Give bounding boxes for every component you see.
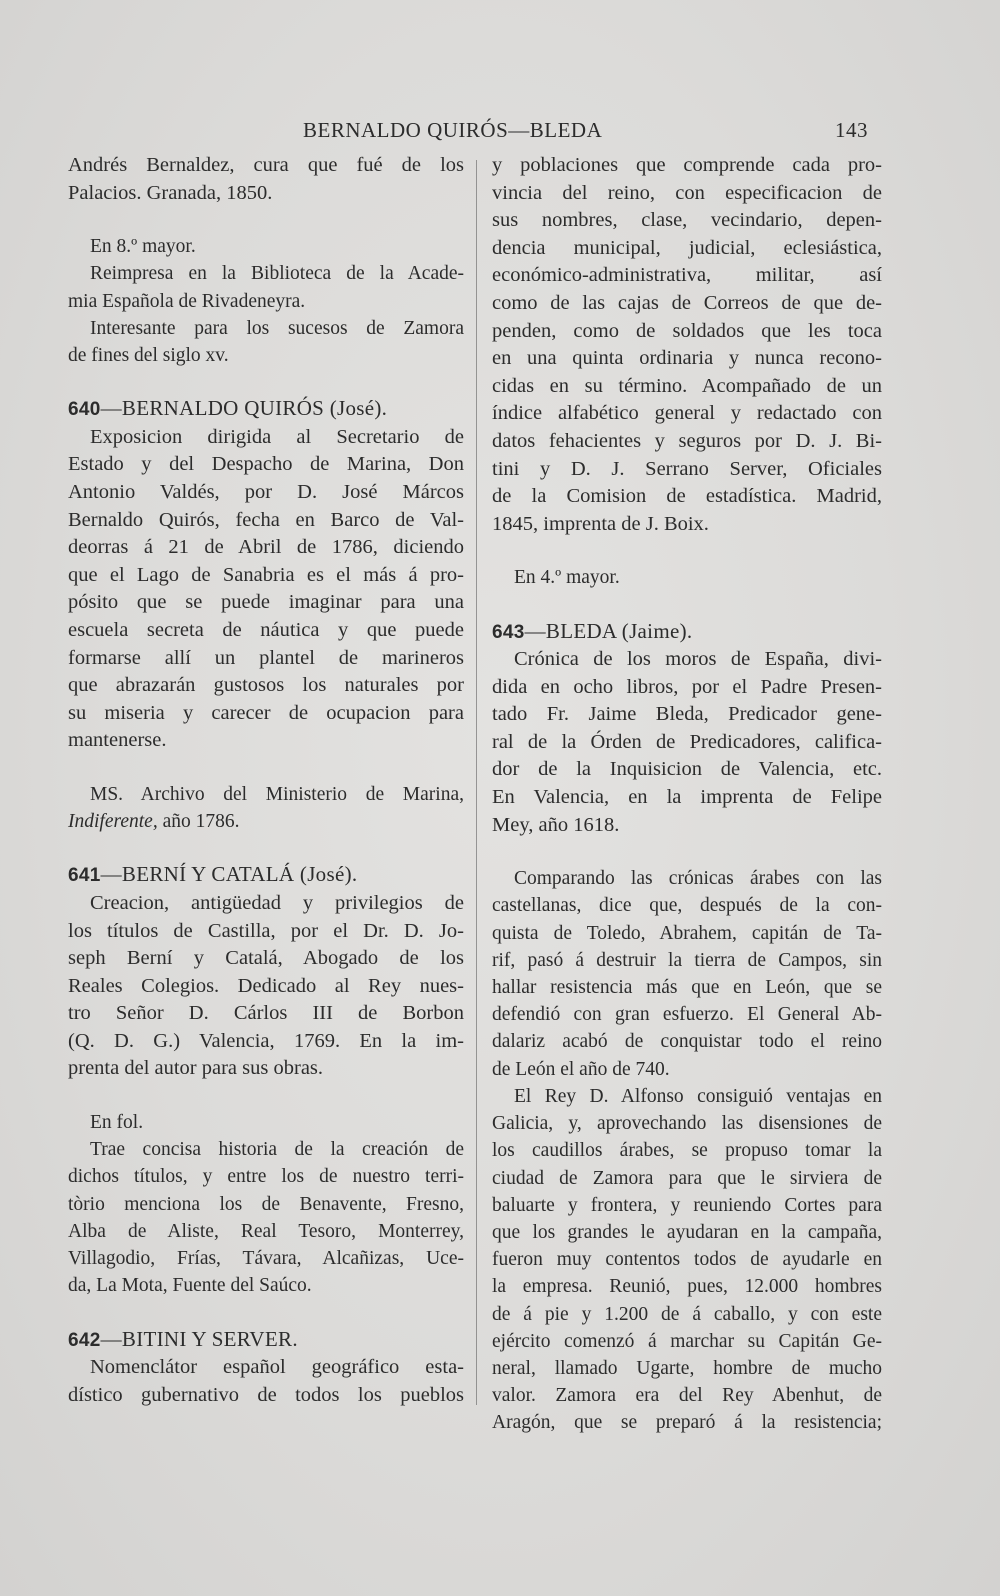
header-title: BERNALDO QUIRÓS—BLEDA <box>303 118 603 142</box>
note-line: En 4.º mayor. <box>514 567 620 589</box>
entry-642-continuation <box>492 152 882 538</box>
note-line: dichos títulos, y entre los de nuestro terri- <box>68 1166 464 1188</box>
text-line: Creacion, antigüedad y privilegios de <box>90 891 464 914</box>
text-line: los títulos de Castilla, por el Dr. D. Jo- <box>68 919 464 942</box>
note-line: Villagodio, Frías, Távara, Alcañizas, Uce- <box>68 1248 464 1270</box>
text-line: dencia municipal, judicial, eclesiástica, <box>492 236 882 259</box>
entry-number: 643 <box>492 621 525 643</box>
note-line: Reimpresa en la Biblioteca de la Acade- <box>90 263 464 285</box>
text-line: económico-administrativa, militar, así <box>492 264 882 287</box>
entry-author: —BERNÍ Y CATALÁ (José). <box>100 862 358 887</box>
note-line: Aragón, que se preparó á la resistencia; <box>492 1412 882 1434</box>
text-line: dístico gubernativo de todos los pueblos <box>68 1383 464 1406</box>
note-line: la empresa. Reunió, pues, 12.000 hombres <box>492 1276 882 1298</box>
column-divider <box>476 160 477 1405</box>
text-line: prenta del autor para sus obras. <box>68 1057 324 1080</box>
note-line: que los grandes le ayudaran en la campaña, <box>492 1221 882 1243</box>
note-line: valor. Zamora era del Rey Abenhut, de <box>492 1385 882 1407</box>
text-line: índice alfabético general y redactado con <box>492 402 882 425</box>
text-line: cidas en su término. Acompañado de un <box>492 374 882 397</box>
entry-heading <box>68 395 464 424</box>
note-line: castellanas, dice que, después de la con- <box>492 895 882 917</box>
text-line: datos fehacientes y seguros por D. J. Bi- <box>492 429 882 452</box>
text-line: en una quinta ordinaria y nunca recono- <box>492 347 882 370</box>
note-line: baluarte y frontera, y reuniendo Cortes para <box>492 1194 882 1216</box>
text-line: dida en ocho libros, por el Padre Presen- <box>492 675 882 698</box>
entry-author: —BITINI Y SERVER. <box>100 1326 298 1351</box>
entry-notes <box>68 233 464 369</box>
note-line: mia Española de Rivadeneyra. <box>68 290 306 312</box>
entry-number: 642 <box>68 1329 101 1351</box>
note-line: En fol. <box>90 1112 144 1134</box>
note-line: dalariz acabó de conquistar todo el reino <box>492 1031 882 1053</box>
note-line: los caudillos árabes, se propuso tomar la <box>492 1140 882 1162</box>
text-line: tado Fr. Jaime Bleda, Predicador gene- <box>492 703 882 726</box>
note-line: Comparando las crónicas árabes con las <box>514 868 882 890</box>
text-line: (Q. D. G.) Valencia, 1769. En la im- <box>68 1029 464 1052</box>
text-line: Exposicion dirigida al Secretario de <box>90 425 464 448</box>
text-line: seph Berní y Catalá, Abogado de los <box>68 947 464 970</box>
note-line: de fines del siglo xv. <box>68 345 229 366</box>
text-line: que abrazarán gustosos los naturales por <box>68 674 464 697</box>
italic-term: Indiferente, <box>68 811 158 833</box>
note-line: hallar resistencia más que en León, que se <box>492 977 882 999</box>
note-line: fueron muy contentos todos de ayudarle en <box>492 1249 882 1271</box>
text-line: Crónica de los moros de España, divi- <box>514 648 882 671</box>
entry-643 <box>492 618 882 1437</box>
text-line: Andrés Bernaldez, cura que fué de los <box>68 154 464 176</box>
text-line: tro Señor D. Cárlos III de Borbon <box>68 1002 464 1025</box>
entry-author: —BERNALDO QUIRÓS (José). <box>100 396 388 421</box>
text-line: escuela secreta de náutica y que puede <box>68 618 464 641</box>
entry-notes <box>68 781 464 835</box>
text-line: mantenerse. <box>68 729 167 752</box>
note-line: da, La Mota, Fuente del Saúco. <box>68 1275 312 1297</box>
entry-642 <box>68 1326 464 1410</box>
left-column <box>68 152 464 1409</box>
text-line: deorras á 21 de Abril de 1786, diciendo <box>68 536 464 559</box>
entry-number: 641 <box>68 865 101 887</box>
entry-number: 640 <box>68 399 101 421</box>
entry-notes <box>492 564 882 591</box>
note-line: Interesante para los sucesos de Zamora <box>90 317 464 339</box>
entry-heading <box>68 1326 464 1355</box>
note-line: de León el año de 740. <box>492 1058 670 1080</box>
entry-heading <box>68 861 464 890</box>
entry-heading <box>492 618 882 647</box>
note-line: defendió con gran esfuerzo. El General Ab- <box>492 1004 882 1026</box>
entry-notes <box>492 865 882 1436</box>
page-number: 143 <box>835 118 868 142</box>
entry-641 <box>68 861 464 1299</box>
text-line: penden, como de soldados que les toca <box>492 319 882 342</box>
note-line: tòrio menciona los de Benavente, Fresno, <box>68 1193 464 1215</box>
note-line: El Rey D. Alfonso consiguió ventajas en <box>514 1085 882 1107</box>
note-line: MS. Archivo del Ministerio de Marina, <box>90 783 464 805</box>
note-line: de á pie y 1.200 de á caballo, y con este <box>492 1303 882 1325</box>
entry-640 <box>68 395 464 835</box>
entry-author: —BLEDA (Jaime). <box>524 618 693 643</box>
text-line: que el Lago de Sanabria es el más á pro- <box>68 563 464 586</box>
note-line: Alba de Aliste, Real Tesoro, Monterrey, <box>68 1220 464 1242</box>
text-line: de la Comision de estadística. Madrid, <box>492 485 882 508</box>
note-line: rif, pasó á destruir la tierra de Campos, sin <box>492 949 882 971</box>
note-line: ciudad de Zamora para que le sirviera de <box>492 1167 882 1189</box>
entry-notes <box>68 1109 464 1299</box>
text-line: Antonio Valdés, por D. José Márcos <box>68 480 464 503</box>
text-line: Palacios. Granada, 1850. <box>68 181 273 204</box>
text-line: dor de la Inquisicion de Valencia, etc. <box>492 758 882 781</box>
running-header <box>68 118 868 148</box>
note-line: ejército comenzó á marchar su Capitán Ge- <box>492 1330 882 1352</box>
text-line: vincia del reino, con especificacion de <box>492 181 882 204</box>
text-line: 1845, imprenta de J. Boix. <box>492 512 709 535</box>
text-line: Reales Colegios. Dedicado al Rey nues- <box>68 974 464 997</box>
note-line: año 1786. <box>157 811 240 833</box>
text-line: Bernaldo Quirós, fecha en Barco de Val- <box>68 508 464 531</box>
note-line: Trae concisa historia de la creación de <box>90 1139 464 1161</box>
text-line: como de las cajas de Correos de que de- <box>492 291 882 314</box>
text-line: tini y D. J. Serrano Server, Oficiales <box>492 457 882 480</box>
right-column <box>492 152 882 1437</box>
text-line: sus nombres, clase, vecindario, depen- <box>492 209 882 232</box>
text-line: Nomenclátor español geográfico esta- <box>90 1356 464 1379</box>
text-line: Mey, año 1618. <box>492 813 620 836</box>
text-line: Estado y del Despacho de Marina, Don <box>68 453 464 476</box>
text-line: su miseria y carecer de ocupacion para <box>68 701 464 724</box>
text-line: pósito que se puede imaginar para una <box>68 591 464 614</box>
text-line: formarse allí un plantel de marineros <box>68 646 464 669</box>
note-line: neral, llamado Ugarte, hombre de mucho <box>492 1357 882 1379</box>
note-line: En 8.º mayor. <box>90 236 196 258</box>
note-line: Galicia, y, aprovechando las disensiones de <box>492 1113 882 1135</box>
text-line: ral de la Órden de Predicadores, califica- <box>492 730 882 753</box>
text-line: y poblaciones que comprende cada pro- <box>492 154 882 176</box>
entry-continuation <box>68 152 464 207</box>
text-line: En Valencia, en la imprenta de Felipe <box>492 786 882 809</box>
note-line: quista de Toledo, Abrahem, capitán de Ta- <box>492 922 882 944</box>
